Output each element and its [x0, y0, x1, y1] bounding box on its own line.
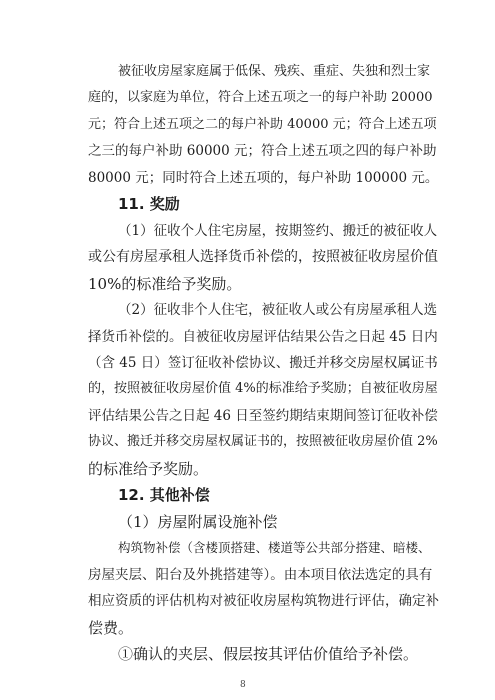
- subsection-heading: （1）房屋附属设施补偿: [118, 513, 278, 531]
- paragraph-line: 的，按照被征收房屋价值 4%的标准给予奖励；自被征收房屋: [88, 381, 438, 396]
- paragraph-line: ①确认的夹层、假层按其评估价值给予补偿。: [118, 645, 419, 663]
- section-heading: 12. 其他补偿: [118, 486, 210, 504]
- paragraph-line: 协议、搬迁并移交房屋权属证书的，按照被征收房屋价值 2%: [88, 434, 438, 449]
- paragraph-line: （2）征收非个人住宅，被征收人或公有房屋承租人选: [118, 302, 438, 318]
- paragraph-line: 择货币补偿的。自被征收房屋评估结果公告之日起 45 日内: [88, 329, 438, 345]
- paragraph-line: 或公有房屋承租人选择货币补偿的，按照被征收房屋价值: [88, 249, 438, 265]
- paragraph-line: （1）征收个人住宅房屋，按期签约、搬迁的被征收人: [118, 223, 438, 239]
- paragraph-line: 80000 元；同时符合上述五项的，每户补助 100000 元。: [88, 170, 439, 186]
- section-heading: 11. 奖励: [118, 195, 180, 213]
- paragraph-line: 的标准给予奖励。: [88, 460, 209, 478]
- paragraph-line: 被征收房屋家庭属于低保、残疾、重症、失独和烈士家: [118, 64, 431, 79]
- paragraph-line: 元；符合上述五项之二的每户补助 40000 元；符合上述五项: [88, 117, 437, 132]
- paragraph-line: 相应资质的评估机构对被征收房屋构筑物进行评估，确定补: [88, 593, 439, 609]
- paragraph-line: 房屋夹层、阳台及外挑搭建等）。由本项目依法选定的具有: [88, 567, 433, 583]
- page-number: 8: [240, 680, 246, 690]
- paragraph-line: （含 45 日）签订征收补偿协议、搬迁并移交房屋权属证书: [88, 355, 438, 371]
- paragraph-line: 庭的，以家庭为单位，符合上述五项之一的每户补助 20000: [88, 90, 433, 105]
- paragraph-line: 偿费。: [88, 619, 134, 637]
- paragraph-line: 构筑物补偿（含楼顶搭建、楼道等公共部分搭建、暗楼、: [118, 540, 431, 555]
- paragraph-line: 评估结果公告之日起 46 日至签约期结束期间签订征收补偿: [88, 408, 438, 424]
- paragraph-line: 10%的标准给予奖励。: [88, 275, 242, 293]
- paragraph-line: 之三的每户补助 60000 元；符合上述五项之四的每户补助: [88, 143, 437, 159]
